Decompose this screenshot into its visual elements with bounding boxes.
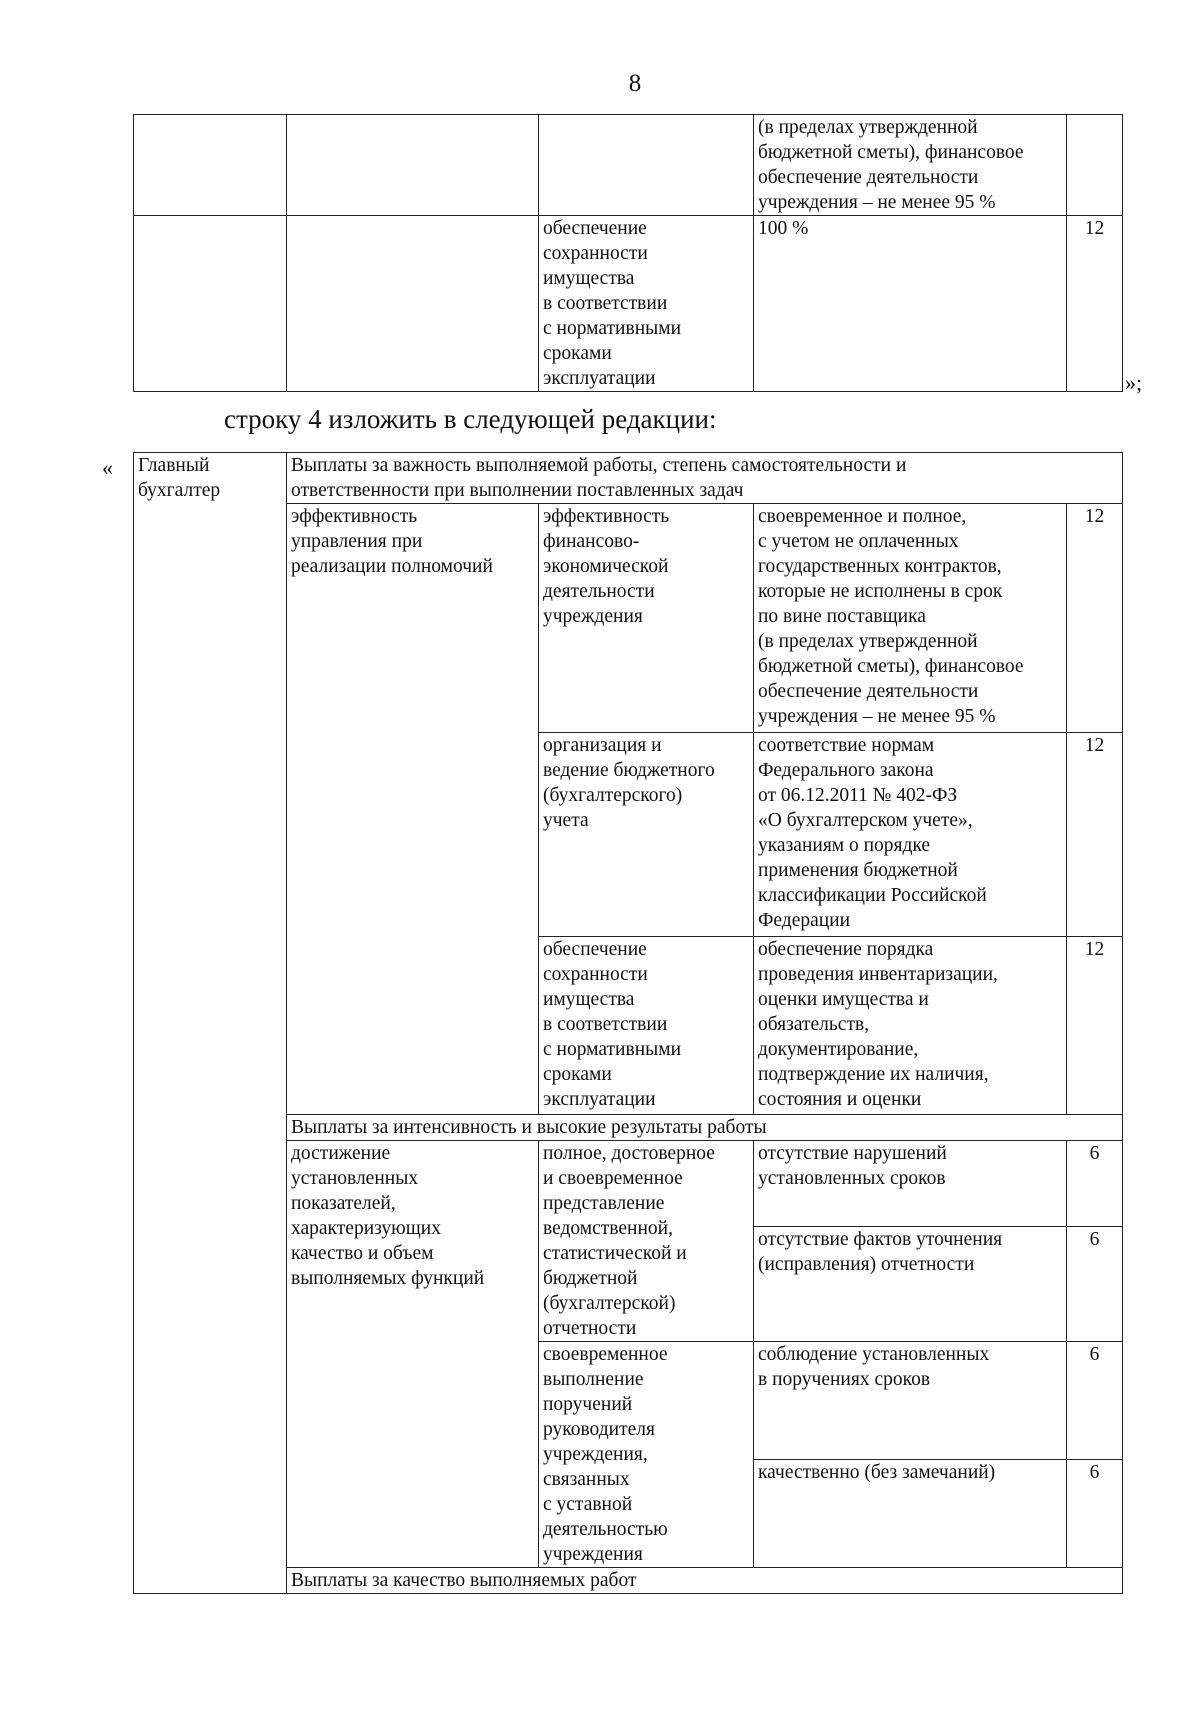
table-cell	[539, 115, 754, 216]
indicator-cell: полное, достоверное и своевременное представление ведомственной, статистической и бюджетной (бухгалтерской) отчетности	[539, 1141, 754, 1342]
table-cell	[287, 216, 539, 392]
opening-quote: «	[102, 455, 113, 480]
table-row	[134, 453, 1123, 504]
page-number: 8	[628, 70, 642, 97]
instruction-text: строку 4 изложить в следующей редакции:	[224, 404, 717, 434]
group-cell: эффективность управления при реализации полномочий	[287, 504, 539, 1115]
indicator-cell: обеспечение сохранности имущества в соответствии с нормативными сроками эксплуатации	[539, 216, 754, 392]
points-cell: 6	[1067, 1460, 1123, 1568]
criteria-cell: отсутствие фактов уточнения (исправления) отчетности	[754, 1226, 1067, 1341]
section-title: Выплаты за важность выполняемой работы, степень самостоятельности и ответственности при выполнении поставленных задач	[287, 453, 1123, 504]
criteria-cell: своевременное и полное, с учетом не оплаченных государственных контрактов, которые не исполнены в срок по вине поставщика (в пределах утвержденной бюджетной сметы), финансовое обеспечение деятельности учреждения – не менее 95 %	[754, 504, 1067, 733]
points-cell: 12	[1067, 216, 1123, 392]
criteria-cell: (в пределах утвержденной бюджетной сметы), финансовое обеспечение деятельности учреждения – не менее 95 %	[754, 115, 1067, 216]
indicator-cell: организация и ведение бюджетного (бухгалтерского) учета	[539, 733, 754, 937]
criteria-cell: обеспечение порядка проведения инвентаризации, оценки имущества и обязательств, документирование, подтверждение их наличия, состояния и оценки	[754, 937, 1067, 1115]
table-cell	[287, 115, 539, 216]
points-cell: 6	[1067, 1141, 1123, 1227]
table-cell	[134, 115, 287, 216]
main-table	[133, 452, 1123, 1594]
table-row	[134, 115, 1123, 216]
indicator-cell: обеспечение сохранности имущества в соответствии с нормативными сроками эксплуатации	[539, 937, 754, 1115]
table-cell	[134, 216, 287, 392]
criteria-cell: 100 %	[754, 216, 1067, 392]
criteria-cell: качественно (без замечаний)	[754, 1460, 1067, 1568]
position-cell: Главный бухгалтер	[134, 453, 287, 1594]
indicator-cell: своевременное выполнение поручений руководителя учреждения, связанных с уставной деятельностью учреждения	[539, 1342, 754, 1568]
indicator-cell: эффективность финансово- экономической деятельности учреждения	[539, 504, 754, 733]
points-cell: 12	[1067, 504, 1123, 733]
group-cell: достижение установленных показателей, характеризующих качество и объем выполняемых функций	[287, 1141, 539, 1568]
criteria-cell: отсутствие нарушений установленных сроков	[754, 1141, 1067, 1227]
points-cell: 12	[1067, 937, 1123, 1115]
criteria-cell: соблюдение установленных в поручениях сроков	[754, 1342, 1067, 1460]
criteria-cell: соответствие нормам Федерального закона от 06.12.2011 № 402-ФЗ «О бухгалтерском учете», указаниям о порядке применения бюджетной классификации Российской Федерации	[754, 733, 1067, 937]
table-row	[134, 216, 1123, 392]
section-title: Выплаты за интенсивность и высокие результаты работы	[287, 1115, 1123, 1141]
closing-quote: »;	[1125, 370, 1143, 395]
section-title: Выплаты за качество выполняемых работ	[287, 1568, 1123, 1594]
points-cell	[1067, 115, 1123, 216]
continuation-table	[133, 114, 1123, 392]
points-cell: 12	[1067, 733, 1123, 937]
points-cell: 6	[1067, 1226, 1123, 1341]
points-cell: 6	[1067, 1342, 1123, 1460]
